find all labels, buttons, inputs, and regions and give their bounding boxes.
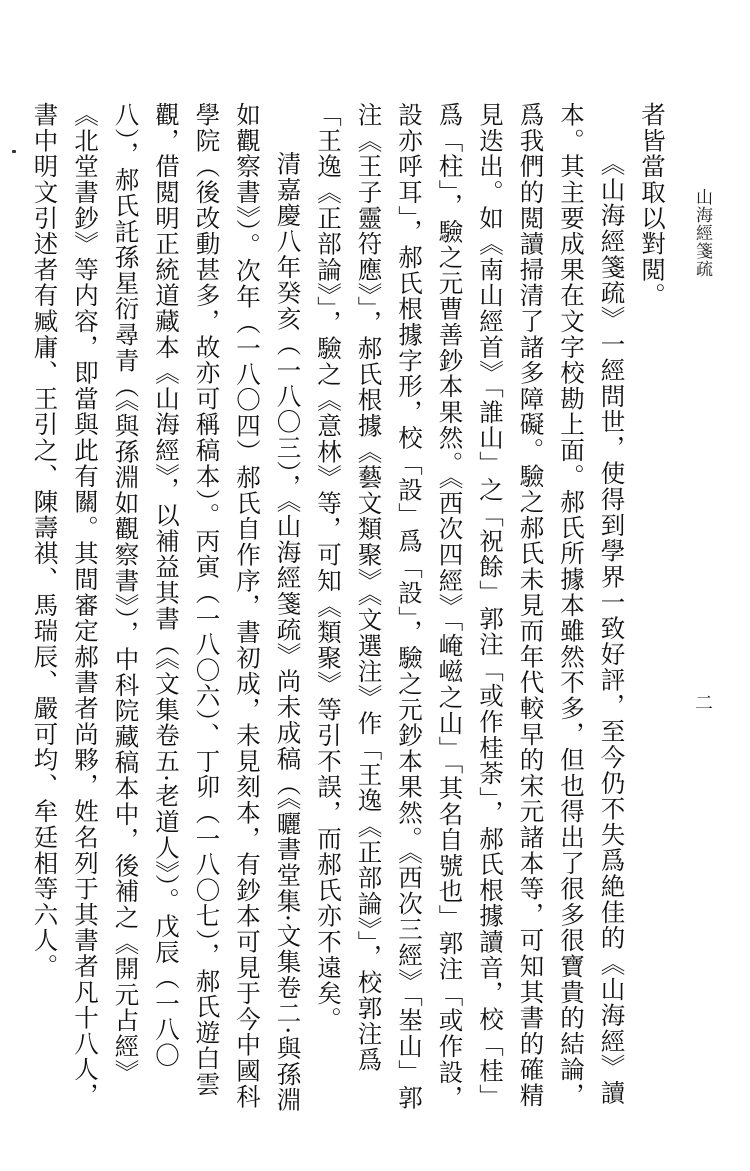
page-number: 二 — [692, 693, 713, 711]
running-head: 山海經箋疏 — [692, 188, 712, 278]
paragraph-history: 清嘉慶八年癸亥（一八〇三），《山海經箋疏》尚未成稿（《曬書堂集·文集卷二·與孫淵如觀察書》）。次年（一八〇四）郝氏自作序，書初成，未見刻本，有鈔本可見于今中國科學院（後改動甚多，故亦可稱稿本）。丙寅（一八〇六）、丁卯（一八〇七），郝氏遊白雲觀，借閲明正統道藏本《山海經》，以補益其書（《文集卷五·老道人》）。戊辰（一八〇八），郝氏託孫星衍尋青（《與孫淵如觀察書》），中科院藏稿本中，後補之《開元占經》《北堂書鈔》等内容，即當與此有關。其間審定郝書者尚夥，姓名列于其書者凡十八人，書中明文引述者有臧庸、王引之、陳壽祺、馬瑞辰、嚴可均、牟廷相等六人。 — [30, 102, 303, 1113]
body-text — [30, 102, 672, 1114]
paragraph-continuation: 者皆當取以對閲。 — [638, 102, 667, 309]
stray-ink-mark — [12, 150, 16, 153]
paragraph-evaluation: 《山海經箋疏》一經問世，使得到學界一致好評，至今仍不失爲絶佳的《山海經》讀本。其主要成果在文字校勘上面。郝氏所據本雖然不多，但也得出了很多很寶貴的結論，爲我們的閲讀掃清了諸多障礙。驗之郝氏未見而年代較早的宋元諸本等，可知其書的確精見迭出。如《南山經首》「誰山」之「祝餘」郭注「或作桂荼」，郝氏根據讀音，校「桂」爲「柱」，驗之元曹善鈔本果然。《西次四經》「崦嵫之山」「其名自號也」郭注「或作設，設亦呼耳」，郝氏根據字形，校「設」爲「設」，驗之元鈔本果然。《西次三經》「峚山」郭注《王子靈符應》」，郝氏根據《藝文類聚》《文選注》作「王逸《正部論》」，校郭注爲「王逸《正部論》」，驗之《意林》等，可知《類聚》等引不誤，而郝氏亦不遠矣。 — [314, 102, 627, 1111]
